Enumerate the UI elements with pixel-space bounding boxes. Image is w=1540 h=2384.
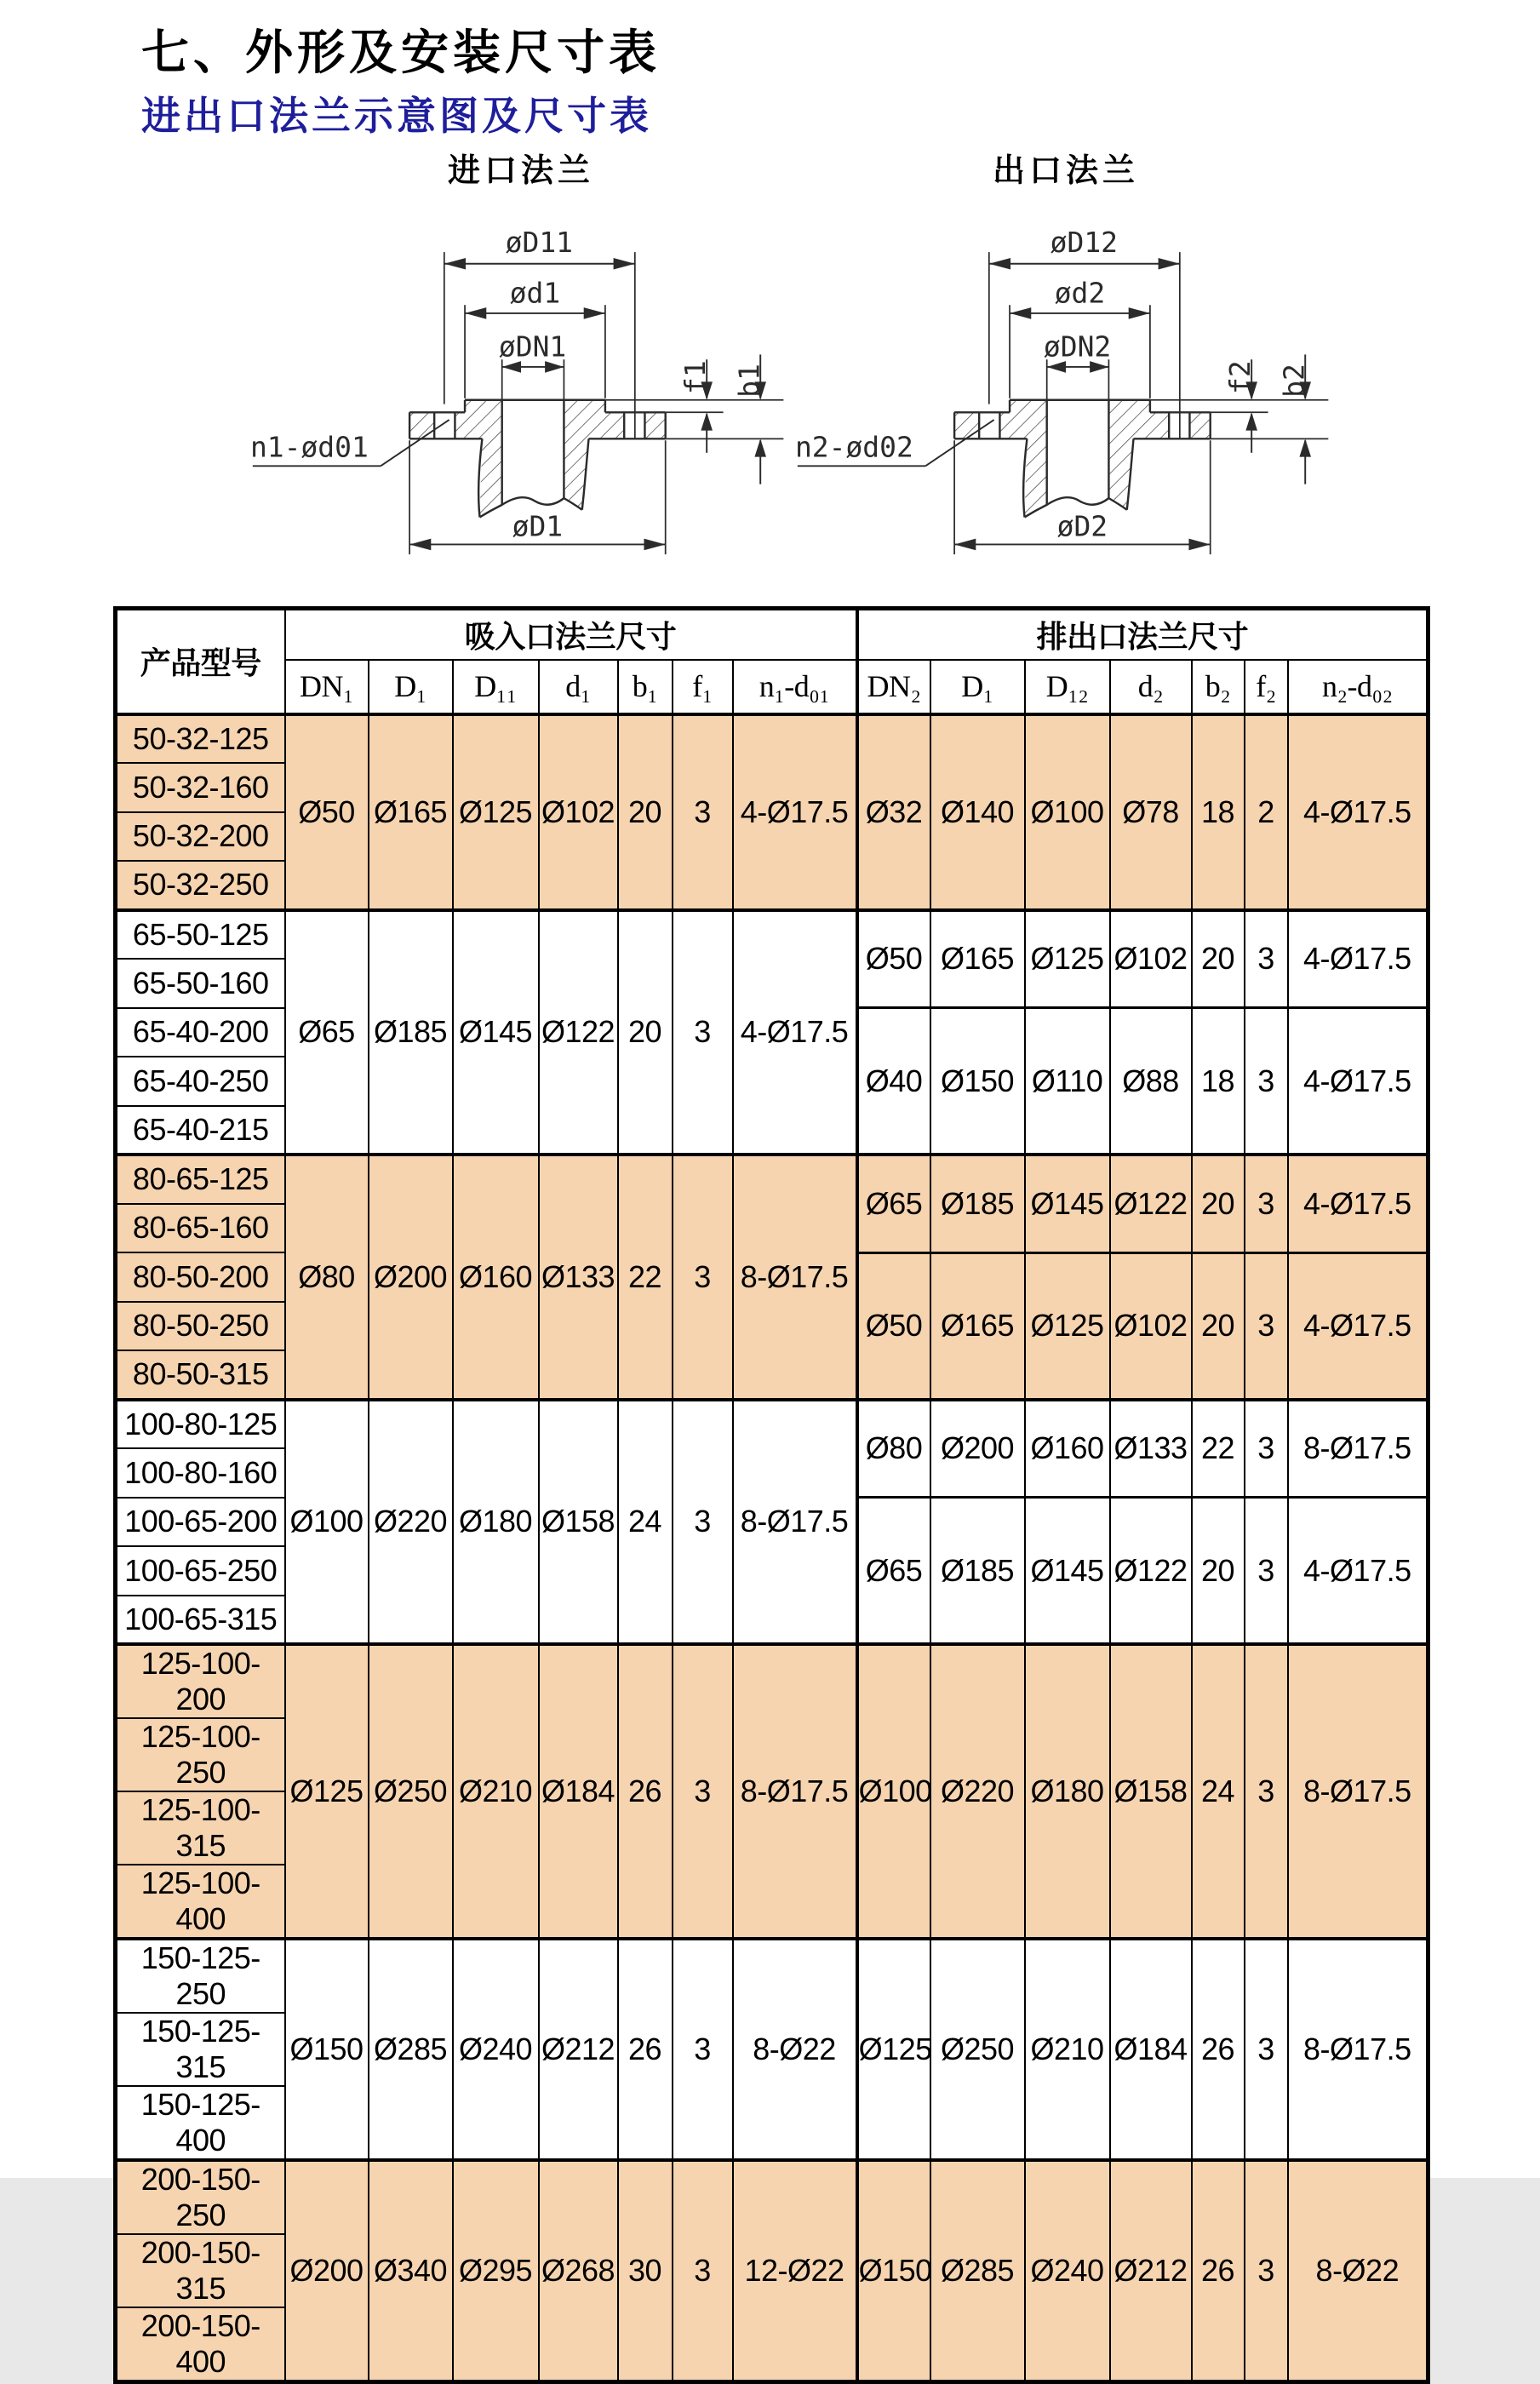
model-cell: 150-125-400 xyxy=(116,2086,285,2160)
discharge-value-cell: Ø180 xyxy=(1025,1644,1110,1939)
discharge-group-header: 排出口法兰尺寸 xyxy=(857,609,1428,660)
suction-value-cell: 3 xyxy=(673,1155,733,1400)
discharge-value-cell: Ø185 xyxy=(930,1155,1025,1252)
discharge-value-cell: 24 xyxy=(1192,1644,1245,1939)
discharge-value-cell: Ø145 xyxy=(1025,1498,1110,1645)
discharge-value-cell: Ø100 xyxy=(857,1644,930,1939)
discharge-value-cell: 20 xyxy=(1192,1252,1245,1400)
suction-value-cell: 8-Ø22 xyxy=(733,1939,857,2160)
dim-thickness-label: b1 xyxy=(732,364,766,398)
discharge-value-cell: Ø184 xyxy=(1110,1939,1192,2160)
dim-face-label: ød1 xyxy=(509,276,561,310)
dim-face-height-label: f1 xyxy=(678,360,713,394)
dim-thickness-label: b2 xyxy=(1277,364,1311,398)
suction-value-cell: 8-Ø17.5 xyxy=(733,1400,857,1645)
suction-value-cell: 12-Ø22 xyxy=(733,2160,857,2382)
outlet-flange-drawing xyxy=(793,198,1338,561)
col-header: DN₂ xyxy=(857,660,930,714)
discharge-value-cell: Ø285 xyxy=(930,2160,1025,2382)
product-model-header: 产品型号 xyxy=(116,609,285,714)
discharge-value-cell: 3 xyxy=(1245,1644,1288,1939)
discharge-value-cell: 8-Ø22 xyxy=(1288,2160,1428,2382)
discharge-value-cell: 22 xyxy=(1192,1400,1245,1498)
discharge-value-cell: Ø250 xyxy=(930,1939,1025,2160)
discharge-value-cell: 4-Ø17.5 xyxy=(1288,1155,1428,1252)
suction-value-cell: Ø145 xyxy=(453,910,539,1155)
suction-value-cell: 8-Ø17.5 xyxy=(733,1644,857,1939)
suction-value-cell: Ø200 xyxy=(369,1155,453,1400)
discharge-value-cell: 3 xyxy=(1245,1498,1288,1645)
model-cell: 150-125-315 xyxy=(116,2013,285,2086)
table-group xyxy=(116,910,1428,1155)
discharge-value-cell: 4-Ø17.5 xyxy=(1288,1252,1428,1400)
col-header: n₂-d₀₂ xyxy=(1288,660,1428,714)
model-cell: 50-32-125 xyxy=(116,714,285,764)
model-cell: 100-65-315 xyxy=(116,1596,285,1645)
suction-value-cell: Ø150 xyxy=(285,1939,369,2160)
suction-value-cell: 3 xyxy=(673,1644,733,1939)
discharge-value-cell: Ø160 xyxy=(1025,1400,1110,1498)
table-group xyxy=(116,1155,1428,1400)
suction-value-cell: 4-Ø17.5 xyxy=(733,910,857,1155)
table-group xyxy=(116,1939,1428,2160)
suction-value-cell: 3 xyxy=(673,1400,733,1645)
suction-value-cell: Ø250 xyxy=(369,1644,453,1939)
flange-dimension-table xyxy=(113,606,1430,2384)
model-cell: 50-32-250 xyxy=(116,861,285,910)
model-cell: 80-50-200 xyxy=(116,1252,285,1302)
dim-outer-label: øD1 xyxy=(512,509,564,543)
inlet-flange-drawing xyxy=(249,198,793,561)
model-cell: 100-80-160 xyxy=(116,1448,285,1498)
discharge-value-cell: 3 xyxy=(1245,1008,1288,1155)
suction-value-cell: 20 xyxy=(618,910,673,1155)
discharge-value-cell: 2 xyxy=(1245,714,1288,910)
model-cell: 50-32-200 xyxy=(116,812,285,862)
col-header: D₁ xyxy=(369,660,453,714)
suction-value-cell: 24 xyxy=(618,1400,673,1645)
suction-value-cell: Ø158 xyxy=(539,1400,618,1645)
model-cell: 65-50-125 xyxy=(116,910,285,960)
suction-value-cell: Ø240 xyxy=(453,1939,539,2160)
discharge-value-cell: 8-Ø17.5 xyxy=(1288,1400,1428,1498)
inlet-flange-caption: 进口法兰 xyxy=(447,153,594,189)
discharge-value-cell: Ø50 xyxy=(857,910,930,1008)
discharge-value-cell: Ø50 xyxy=(857,1252,930,1400)
dim-bolt-circle-label: øD12 xyxy=(1050,226,1119,260)
model-cell: 80-50-315 xyxy=(116,1350,285,1400)
discharge-value-cell: 20 xyxy=(1192,1155,1245,1252)
page-title: 七、外形及安装尺寸表 xyxy=(141,26,661,79)
model-cell: 100-80-125 xyxy=(116,1400,285,1449)
dim-outer-label: øD2 xyxy=(1056,509,1108,543)
discharge-value-cell: 3 xyxy=(1245,1939,1288,2160)
table-group xyxy=(116,1644,1428,1939)
suction-value-cell: Ø165 xyxy=(369,714,453,910)
suction-value-cell: Ø220 xyxy=(369,1400,453,1645)
model-cell: 125-100-315 xyxy=(116,1791,285,1865)
discharge-value-cell: Ø185 xyxy=(930,1498,1025,1645)
discharge-value-cell: 8-Ø17.5 xyxy=(1288,1644,1428,1939)
model-cell: 200-150-250 xyxy=(116,2160,285,2234)
discharge-value-cell: Ø100 xyxy=(1025,714,1110,910)
model-cell: 65-40-200 xyxy=(116,1008,285,1057)
suction-value-cell: Ø212 xyxy=(539,1939,618,2160)
discharge-value-cell: 3 xyxy=(1245,910,1288,1008)
col-header: d₂ xyxy=(1110,660,1192,714)
discharge-value-cell: Ø32 xyxy=(857,714,930,910)
dim-face-height-label: f2 xyxy=(1223,360,1257,394)
col-header: D₁₁ xyxy=(453,660,539,714)
model-cell: 150-125-250 xyxy=(116,1939,285,2013)
discharge-value-cell: Ø125 xyxy=(857,1939,930,2160)
suction-value-cell: 3 xyxy=(673,2160,733,2382)
model-cell: 100-65-200 xyxy=(116,1498,285,1547)
outlet-flange-diagram xyxy=(793,150,1338,561)
suction-value-cell: Ø50 xyxy=(285,714,369,910)
discharge-value-cell: 20 xyxy=(1192,910,1245,1008)
model-cell: 100-65-250 xyxy=(116,1546,285,1596)
model-cell: 125-100-200 xyxy=(116,1644,285,1718)
table-group xyxy=(116,714,1428,910)
suction-value-cell: Ø65 xyxy=(285,910,369,1155)
discharge-value-cell: Ø40 xyxy=(857,1008,930,1155)
dim-holes-label: n1-ød01 xyxy=(249,430,369,464)
discharge-value-cell: 4-Ø17.5 xyxy=(1288,714,1428,910)
discharge-value-cell: Ø140 xyxy=(930,714,1025,910)
discharge-value-cell: Ø125 xyxy=(1025,910,1110,1008)
model-cell: 200-150-315 xyxy=(116,2234,285,2307)
suction-value-cell: 30 xyxy=(618,2160,673,2382)
col-header: b₂ xyxy=(1192,660,1245,714)
model-cell: 50-32-160 xyxy=(116,763,285,812)
suction-value-cell: Ø100 xyxy=(285,1400,369,1645)
discharge-value-cell: Ø165 xyxy=(930,910,1025,1008)
suction-value-cell: 26 xyxy=(618,1644,673,1939)
suction-value-cell: Ø133 xyxy=(539,1155,618,1400)
model-cell: 65-50-160 xyxy=(116,959,285,1008)
table-group xyxy=(116,2160,1428,2382)
suction-value-cell: 3 xyxy=(673,910,733,1155)
suction-group-header: 吸入口法兰尺寸 xyxy=(285,609,857,660)
col-header: f₁ xyxy=(673,660,733,714)
discharge-value-cell: 4-Ø17.5 xyxy=(1288,910,1428,1008)
discharge-value-cell: Ø110 xyxy=(1025,1008,1110,1155)
model-cell: 125-100-250 xyxy=(116,1718,285,1791)
discharge-value-cell: Ø102 xyxy=(1110,910,1192,1008)
discharge-value-cell: Ø122 xyxy=(1110,1155,1192,1252)
outlet-flange-caption: 出口法兰 xyxy=(992,153,1139,189)
discharge-value-cell: 26 xyxy=(1192,2160,1245,2382)
discharge-value-cell: Ø78 xyxy=(1110,714,1192,910)
col-header: n₁-d₀₁ xyxy=(733,660,857,714)
discharge-value-cell: Ø210 xyxy=(1025,1939,1110,2160)
discharge-value-cell: Ø102 xyxy=(1110,1252,1192,1400)
suction-value-cell: Ø210 xyxy=(453,1644,539,1939)
model-cell: 80-65-125 xyxy=(116,1155,285,1204)
table-header xyxy=(116,609,1428,714)
discharge-value-cell: 4-Ø17.5 xyxy=(1288,1498,1428,1645)
suction-value-cell: 20 xyxy=(618,714,673,910)
table-group xyxy=(116,1400,1428,1645)
suction-value-cell: Ø102 xyxy=(539,714,618,910)
discharge-value-cell: Ø150 xyxy=(857,2160,930,2382)
dim-bore-label: øDN2 xyxy=(1043,330,1112,364)
discharge-value-cell: Ø158 xyxy=(1110,1644,1192,1939)
suction-value-cell: Ø80 xyxy=(285,1155,369,1400)
dim-face-label: ød2 xyxy=(1054,276,1106,310)
discharge-value-cell: 4-Ø17.5 xyxy=(1288,1008,1428,1155)
suction-value-cell: Ø160 xyxy=(453,1155,539,1400)
col-header: b₁ xyxy=(618,660,673,714)
discharge-value-cell: Ø65 xyxy=(857,1498,930,1645)
model-cell: 65-40-250 xyxy=(116,1057,285,1106)
col-header: DN₁ xyxy=(285,660,369,714)
discharge-value-cell: Ø122 xyxy=(1110,1498,1192,1645)
suction-value-cell: Ø295 xyxy=(453,2160,539,2382)
discharge-value-cell: Ø80 xyxy=(857,1400,930,1498)
suction-value-cell: Ø285 xyxy=(369,1939,453,2160)
suction-value-cell: Ø125 xyxy=(285,1644,369,1939)
model-cell: 80-65-160 xyxy=(116,1204,285,1253)
discharge-value-cell: 3 xyxy=(1245,1155,1288,1252)
discharge-value-cell: 26 xyxy=(1192,1939,1245,2160)
discharge-value-cell: 18 xyxy=(1192,1008,1245,1155)
suction-value-cell: Ø268 xyxy=(539,2160,618,2382)
model-cell: 200-150-400 xyxy=(116,2307,285,2382)
discharge-value-cell: Ø240 xyxy=(1025,2160,1110,2382)
model-cell: 125-100-400 xyxy=(116,1865,285,1939)
discharge-value-cell: Ø150 xyxy=(930,1008,1025,1155)
discharge-value-cell: Ø165 xyxy=(930,1252,1025,1400)
model-cell: 80-50-250 xyxy=(116,1302,285,1351)
discharge-value-cell: 3 xyxy=(1245,2160,1288,2382)
inlet-flange-diagram xyxy=(249,150,793,561)
suction-value-cell: Ø340 xyxy=(369,2160,453,2382)
discharge-value-cell: 20 xyxy=(1192,1498,1245,1645)
suction-value-cell: 4-Ø17.5 xyxy=(733,714,857,910)
suction-value-cell: 26 xyxy=(618,1939,673,2160)
dim-bolt-circle-label: øD11 xyxy=(505,226,574,260)
discharge-value-cell: Ø125 xyxy=(1025,1252,1110,1400)
suction-value-cell: Ø200 xyxy=(285,2160,369,2382)
col-header: d₁ xyxy=(539,660,618,714)
discharge-value-cell: 8-Ø17.5 xyxy=(1288,1939,1428,2160)
col-header: D₁ xyxy=(930,660,1025,714)
discharge-value-cell: Ø220 xyxy=(930,1644,1025,1939)
suction-value-cell: Ø184 xyxy=(539,1644,618,1939)
discharge-value-cell: Ø88 xyxy=(1110,1008,1192,1155)
discharge-value-cell: Ø212 xyxy=(1110,2160,1192,2382)
suction-value-cell: Ø180 xyxy=(453,1400,539,1645)
discharge-value-cell: 3 xyxy=(1245,1252,1288,1400)
discharge-value-cell: Ø65 xyxy=(857,1155,930,1252)
suction-value-cell: 3 xyxy=(673,1939,733,2160)
page-subtitle: 进出口法兰示意图及尺寸表 xyxy=(141,94,652,138)
discharge-value-cell: Ø200 xyxy=(930,1400,1025,1498)
flange-diagrams xyxy=(249,150,1338,561)
suction-value-cell: Ø122 xyxy=(539,910,618,1155)
discharge-value-cell: 18 xyxy=(1192,714,1245,910)
discharge-value-cell: Ø133 xyxy=(1110,1400,1192,1498)
suction-value-cell: 8-Ø17.5 xyxy=(733,1155,857,1400)
discharge-value-cell: Ø145 xyxy=(1025,1155,1110,1252)
discharge-value-cell: 3 xyxy=(1245,1400,1288,1498)
dim-bore-label: øDN1 xyxy=(498,330,567,364)
suction-value-cell: Ø185 xyxy=(369,910,453,1155)
suction-value-cell: 22 xyxy=(618,1155,673,1400)
model-cell: 65-40-215 xyxy=(116,1106,285,1155)
dim-holes-label: n2-ød02 xyxy=(794,430,913,464)
col-header: f₂ xyxy=(1245,660,1288,714)
suction-value-cell: Ø125 xyxy=(453,714,539,910)
suction-value-cell: 3 xyxy=(673,714,733,910)
col-header: D₁₂ xyxy=(1025,660,1110,714)
